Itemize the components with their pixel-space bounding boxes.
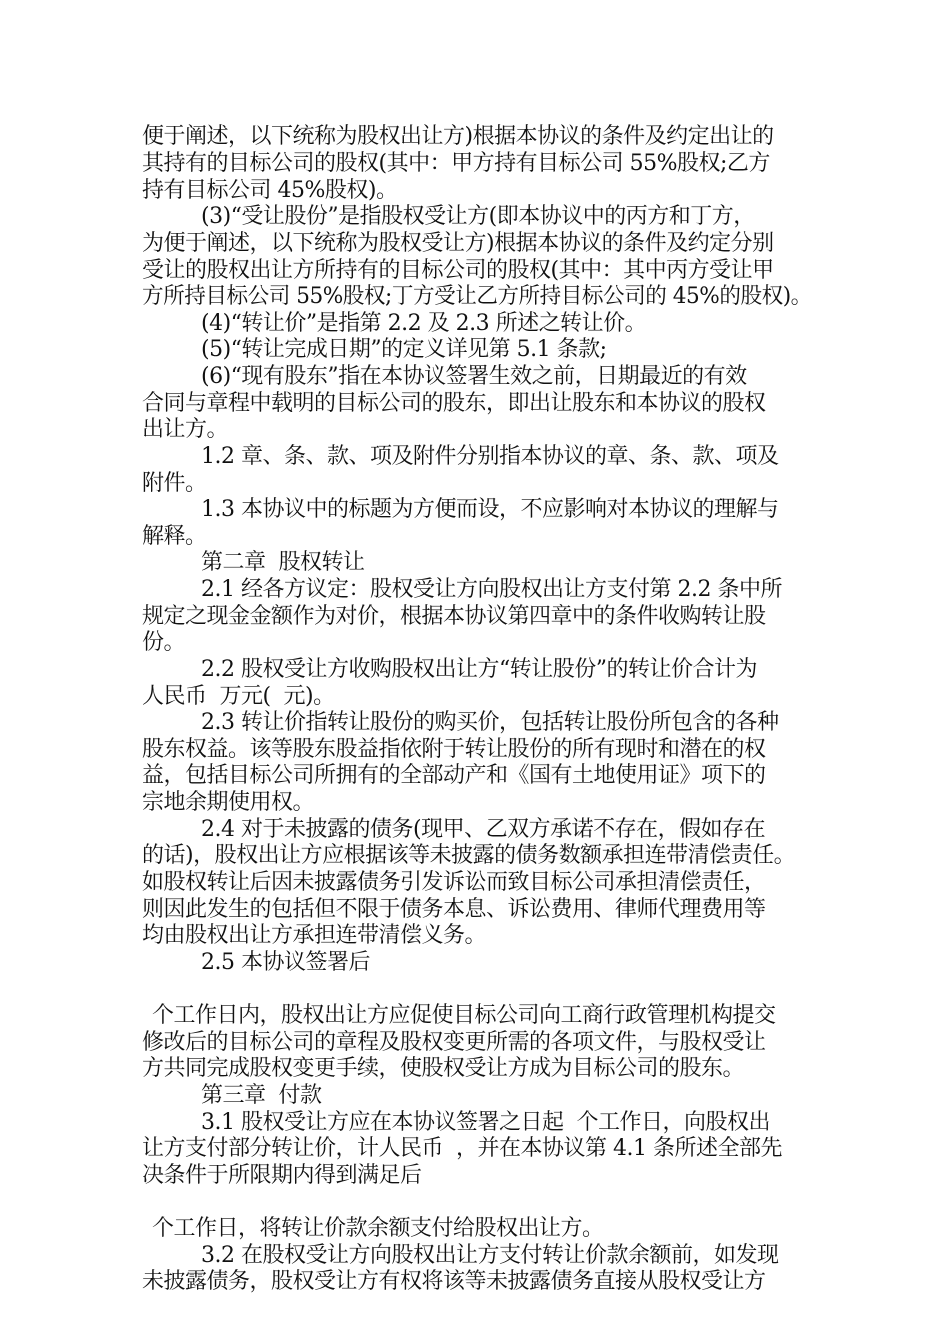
text-line: 1.2 章、条、款、项及附件分别指本协议的章、条、款、项及 bbox=[201, 444, 779, 469]
text-line: 规定之现金金额作为对价，根据本协议第四章中的条件收购转让股 bbox=[142, 604, 766, 629]
text-line: 解释。 bbox=[142, 524, 207, 549]
text-line: 受让的股权出让方所持有的目标公司的股权(其中：其中丙方受让甲 bbox=[142, 258, 774, 283]
text-line: 股东权益。该等股东股益指依附于转让股份的所有现时和潜在的权 bbox=[142, 737, 766, 762]
text-line: 合同与章程中载明的目标公司的股东，即出让股东和本协议的股权 bbox=[142, 391, 766, 416]
text-line: 2.1 经各方议定：股权受让方向股权出让方支付第 2.2 条中所 bbox=[201, 577, 782, 602]
text-line: 出让方。 bbox=[142, 417, 229, 442]
text-line: (5)“转让完成日期”的定义详见第 5.1 条款; bbox=[201, 337, 607, 362]
text-line: 附件。 bbox=[142, 471, 207, 496]
text-line: 方共同完成股权变更手续，使股权受让方成为目标公司的股东。 bbox=[142, 1056, 745, 1081]
text-line: 益，包括目标公司所拥有的全部动产和《国有土地使用证》项下的 bbox=[142, 763, 766, 788]
text-line: 份。 bbox=[142, 630, 186, 655]
text-line: 决条件于所限期内得到满足后 bbox=[142, 1163, 422, 1188]
chapter-heading: 第三章 付款 bbox=[201, 1083, 322, 1108]
text-line: 让方支付部分转让价，计人民币 ，并在本协议第 4.1 条所述全部先 bbox=[142, 1136, 782, 1161]
text-line: 3.1 股权受让方应在本协议签署之日起 个工作日，向股权出 bbox=[201, 1110, 770, 1135]
text-line: 均由股权出让方承担连带清偿义务。 bbox=[142, 923, 487, 948]
text-line: 2.4 对于未披露的债务(现甲、乙双方承诺不存在，假如存在 bbox=[201, 817, 766, 842]
text-line: (3)“受让股份”是指股权受让方(即本协议中的丙方和丁方， bbox=[201, 204, 755, 229]
text-line: 其持有的目标公司的股权(其中：甲方持有目标公司 55%股权;乙方 bbox=[142, 151, 770, 176]
text-line: 个工作日内，股权出让方应促使目标公司向工商行政管理机构提交 bbox=[152, 1003, 776, 1028]
text-line: 2.3 转让价指转让股份的购买价，包括转让股份所包含的各种 bbox=[201, 710, 779, 735]
text-line: 则因此发生的包括但不限于债务本息、诉讼费用、律师代理费用等 bbox=[142, 897, 766, 922]
text-line: 2.5 本协议签署后 bbox=[201, 950, 370, 975]
text-line: 如股权转让后因未披露债务引发诉讼而致目标公司承担清偿责任， bbox=[142, 870, 766, 895]
text-line: 便于阐述，以下统称为股权出让方)根据本协议的条件及约定出让的 bbox=[142, 124, 774, 149]
text-line: 2.2 股权受让方收购股权出让方“转让股份”的转让价合计为 bbox=[201, 657, 757, 682]
text-line: 修改后的目标公司的章程及股权变更所需的各项文件，与股权受让 bbox=[142, 1030, 766, 1055]
text-line: 的话)，股权出让方应根据该等未披露的债务数额承担连带清偿责任。 bbox=[142, 843, 796, 868]
text-line: 为便于阐述，以下统称为股权受让方)根据本协议的条件及约定分别 bbox=[142, 231, 774, 256]
text-line: 宗地余期使用权。 bbox=[142, 790, 315, 815]
text-line: 个工作日，将转让价款余额支付给股权出让方。 bbox=[152, 1216, 604, 1241]
text-line: 3.2 在股权受让方向股权出让方支付转让价款余额前，如发现 bbox=[201, 1243, 779, 1268]
text-line: (4)“转让价”是指第 2.2 及 2.3 所述之转让价。 bbox=[201, 311, 647, 336]
text-line: 未披露债务，股权受让方有权将该等未披露债务直接从股权受让方 bbox=[142, 1269, 766, 1294]
text-line: 人民币 万元( 元)。 bbox=[142, 684, 335, 709]
text-line: 持有目标公司 45%股权)。 bbox=[142, 178, 398, 203]
text-line: 方所持目标公司 55%股权;丁方受让乙方所持目标公司的 45%的股权)。 bbox=[142, 284, 812, 309]
text-line: (6)“现有股东”指在本协议签署生效之前，日期最近的有效 bbox=[201, 364, 747, 389]
chapter-heading: 第二章 股权转让 bbox=[201, 550, 365, 575]
text-line: 1.3 本协议中的标题为方便而设，不应影响对本协议的理解与 bbox=[201, 497, 779, 522]
